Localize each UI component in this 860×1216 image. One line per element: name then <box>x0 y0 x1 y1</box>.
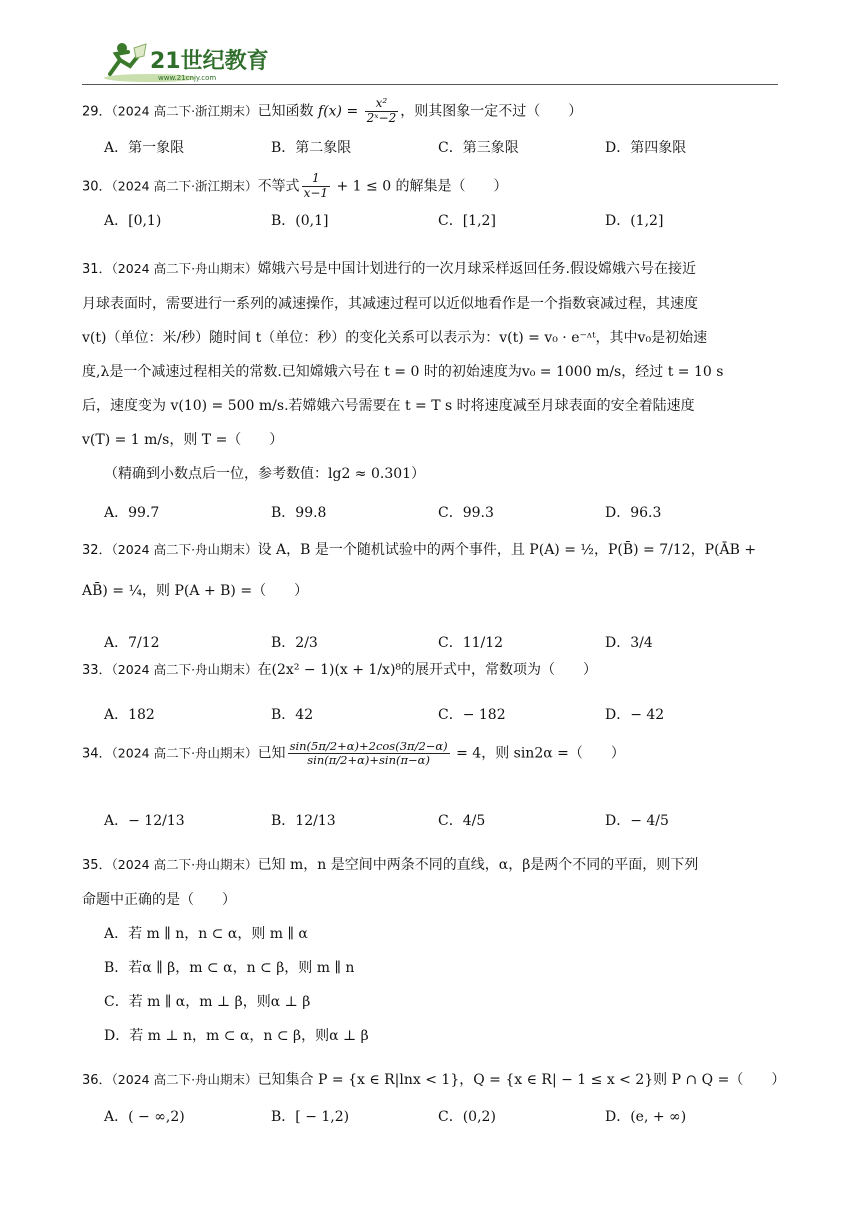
question-number: 35． <box>82 858 112 873</box>
option-c[interactable]: C．第三象限 <box>438 140 519 156</box>
question-stem <box>82 740 625 767</box>
question-stem <box>82 97 582 126</box>
question-30 <box>82 171 664 229</box>
option-c[interactable]: C．(0,2) <box>438 1109 496 1125</box>
option-c[interactable]: C．11/12 <box>438 635 504 651</box>
question-number: 33． <box>82 663 112 678</box>
option-b[interactable]: B．[ − 1,2) <box>271 1109 350 1125</box>
question-34 <box>82 739 669 829</box>
option-a[interactable]: A．( − ∞,2) <box>104 1109 185 1125</box>
option-a[interactable]: A．99.7 <box>104 505 160 521</box>
stem-line: 度,λ是一个减速过程相关的常数.已知嫦娥六号在 t = 0 时的初始速度为v₀ = 1000 m/s，经过 t = 10 s <box>82 364 724 380</box>
stem-text: 已知 <box>257 745 286 762</box>
stem-line: AB̄) = ¼，则 P(A + B) =（ ） <box>82 583 309 599</box>
question-number: 36． <box>82 1073 112 1088</box>
stem-text: ，则其图象一定不过（ ） <box>400 103 583 120</box>
fraction-denominator: 2ˣ−2 <box>366 110 397 125</box>
logo-graphic <box>100 40 275 84</box>
fraction-numerator: x² <box>365 97 399 112</box>
fraction-numerator: 1 <box>302 172 330 187</box>
option-d[interactable]: D．− 42 <box>605 707 665 723</box>
stem-line: 命题中正确的是（ ） <box>82 892 236 908</box>
option-d[interactable]: D．(e, + ∞) <box>605 1109 687 1125</box>
option-c[interactable]: C．− 182 <box>438 707 506 723</box>
stem-text: + 1 ≤ 0 的解集是（ ） <box>332 178 508 195</box>
option-b[interactable]: B．2/3 <box>271 635 318 651</box>
options <box>104 1106 772 1126</box>
fraction-denominator: x−1 <box>303 185 329 200</box>
option-d[interactable]: D．3/4 <box>605 635 653 651</box>
question-stem <box>82 1072 785 1089</box>
question-number: 34． <box>82 746 112 762</box>
option-b[interactable]: B．(0,1] <box>271 213 329 229</box>
option-b[interactable]: B．99.8 <box>271 505 327 521</box>
stem-text: 已知集合 P = {x ∈ R|lnx < 1}，Q = {x ∈ R| − 1 ≤ x < 2}则 P ∩ Q =（ ） <box>257 1072 786 1088</box>
question-source: （2024 高二下·舟山期末） <box>111 745 258 761</box>
question-source: （2024 高二下·舟山期末） <box>111 1072 258 1087</box>
options <box>104 137 772 157</box>
svg-text:21世纪教育: 21世纪教育 <box>150 49 269 74</box>
stem-line: 后，速度变为 v(10) = 500 m/s.若嫦娥六号需要在 t = T s 时将速度减至月球表面的安全着陆速度 <box>82 398 695 414</box>
option-a[interactable]: A．182 <box>104 707 155 723</box>
option-c[interactable]: C．4/5 <box>438 813 486 829</box>
option-b[interactable]: B．若α ∥ β，m ⊂ α，n ⊂ β，则 m ∥ n <box>104 960 355 976</box>
option-d[interactable]: D．96.3 <box>605 505 662 521</box>
function-expression: f(x) = <box>318 103 363 120</box>
option-b[interactable]: B．42 <box>271 707 314 723</box>
fraction <box>365 97 399 126</box>
question-36 <box>82 1072 786 1125</box>
stem-note: （精确到小数点后一位，参考数值：lg2 ≈ 0.301） <box>104 466 426 482</box>
option-d[interactable]: D．若 m ⊥ n，m ⊂ α，n ⊂ β，则α ⊥ β <box>104 1028 369 1044</box>
question-number: 32． <box>82 543 112 558</box>
stem-text: 不等式 <box>257 178 300 195</box>
options <box>82 917 698 1053</box>
question-stem <box>82 848 698 883</box>
page-header <box>0 0 860 90</box>
option-a[interactable]: A．− 12/13 <box>104 813 185 829</box>
options <box>104 210 772 230</box>
question-source: （2024 高二下·舟山期末） <box>111 857 258 872</box>
svg-text:www.21cnjy.com: www.21cnjy.com <box>158 74 217 82</box>
question-source: （2024 高二下·浙江期末） <box>111 178 258 194</box>
question-number: 31． <box>82 262 112 277</box>
question-stem <box>82 532 756 569</box>
option-c[interactable]: C．[1,2] <box>438 213 496 229</box>
question-31 <box>82 252 724 521</box>
fraction <box>302 172 330 201</box>
question-stem <box>82 662 597 679</box>
stem-line: 已知 m，n 是空间中两条不同的直线，α，β是两个不同的平面，则下列 <box>257 857 699 873</box>
question-source: （2024 高二下·舟山期末） <box>111 542 258 557</box>
options <box>104 704 772 724</box>
option-d[interactable]: D．(1,2] <box>605 213 664 229</box>
question-33 <box>82 662 665 723</box>
question-32 <box>82 532 757 651</box>
option-a[interactable]: A．7/12 <box>104 635 160 651</box>
question-source: （2024 高二下·舟山期末） <box>111 261 258 276</box>
options <box>104 502 772 522</box>
stem-line: 设 A，B 是一个随机试验中的两个事件，且 P(A) = ½，P(B̄) = 7/12，P(ĀB + <box>257 542 757 558</box>
stem-line: v(t)（单位：米/秒）随时间 t（单位：秒）的变化关系可以表示为：v(t) = v₀ · e⁻ᶺᵗ，其中v₀是初始速 <box>82 330 708 346</box>
option-c[interactable]: C．若 m ∥ α，m ⊥ β，则α ⊥ β <box>104 994 311 1010</box>
question-source: （2024 高二下·浙江期末） <box>111 103 258 119</box>
option-a[interactable]: A．若 m ∥ n，n ⊂ α，则 m ∥ α <box>104 926 308 942</box>
fraction-numerator: sin(5π/2+α)+2cos(3π/2−α) <box>289 739 448 753</box>
question-29 <box>82 96 687 156</box>
question-source: （2024 高二下·舟山期末） <box>111 662 258 677</box>
option-c[interactable]: C．99.3 <box>438 505 494 521</box>
fraction <box>288 740 450 767</box>
stem-line: 月球表面时，需要进行一系列的减速操作，其减速过程可以近似地看作是一个指数衰减过程，其速度 <box>82 296 698 312</box>
stem-line: 嫦娥六号是中国计划进行的一次月球采样返回任务.假设嫦娥六号在接近 <box>257 261 697 277</box>
option-d[interactable]: D．− 4/5 <box>605 813 669 829</box>
site-logo <box>100 40 275 84</box>
option-a[interactable]: A．[0,1) <box>104 213 162 229</box>
question-number: 30． <box>82 179 112 195</box>
options <box>104 810 772 830</box>
stem-text: 已知函数 <box>257 103 319 120</box>
option-b[interactable]: B．12/13 <box>271 813 336 829</box>
option-a[interactable]: A．第一象限 <box>104 140 185 156</box>
question-35 <box>82 848 698 1053</box>
fraction-denominator: sin(π/2+α)+sin(π−α) <box>307 753 430 768</box>
question-stem <box>82 172 508 201</box>
option-d[interactable]: D．第四象限 <box>605 140 687 156</box>
option-b[interactable]: B．第二象限 <box>271 140 352 156</box>
header-rule <box>82 84 778 85</box>
stem-line: v(T) = 1 m/s，则 T =（ ） <box>82 432 284 448</box>
question-stem <box>82 252 723 491</box>
stem-text: = 4，则 sin2α =（ ） <box>451 745 625 762</box>
stem-text: 在(2x² − 1)(x + 1/x)⁸的展开式中，常数项为（ ） <box>257 662 598 678</box>
question-number: 29． <box>82 104 112 120</box>
options <box>104 632 772 652</box>
